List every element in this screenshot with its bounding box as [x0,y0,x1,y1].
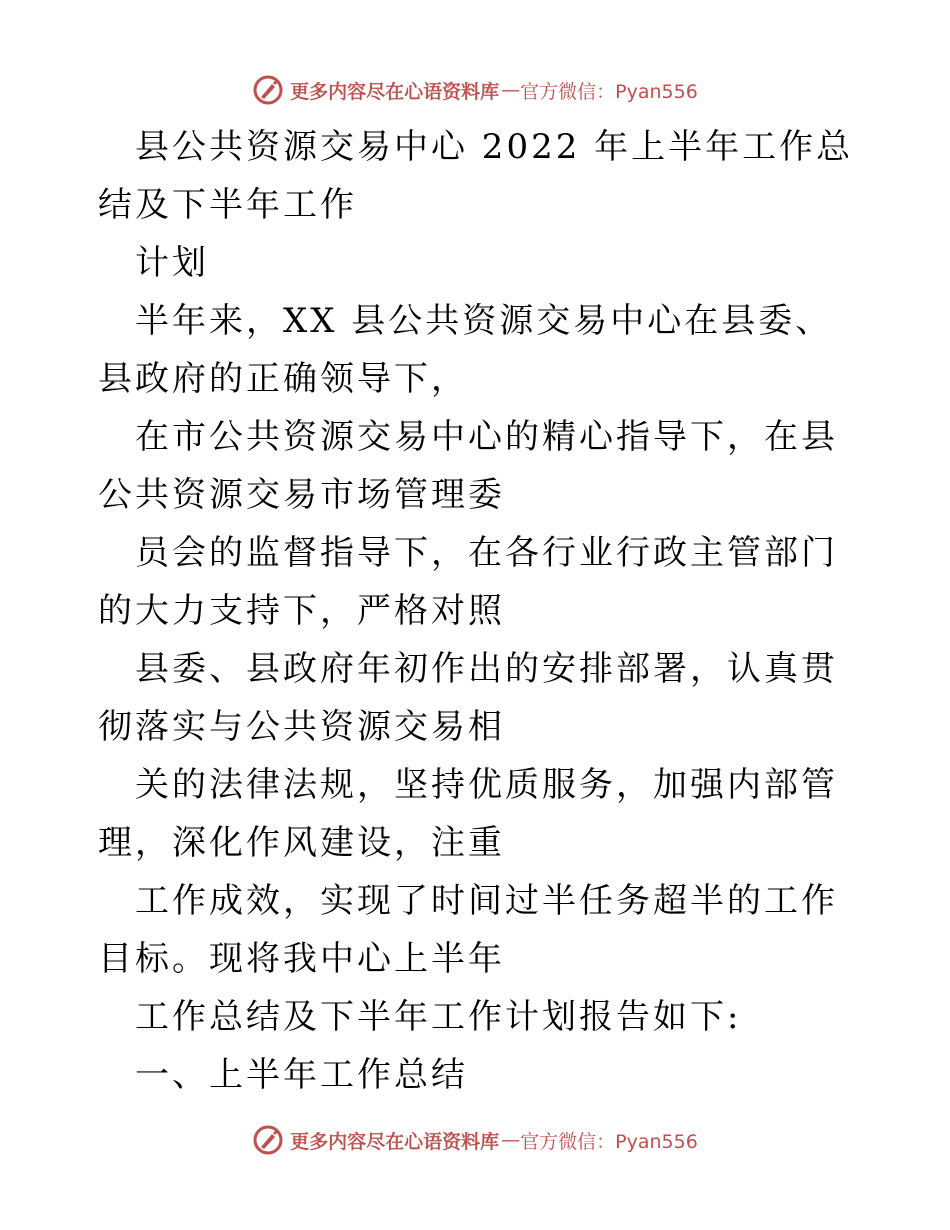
watermark-text: 更多内容尽在心语资料库 [290,80,500,103]
paragraph-5: 关的法律法规，坚持优质服务，加强内部管理，深化作风建设，注重 [98,765,838,863]
watermark-text: 更多内容尽在心语资料库 [290,1130,500,1153]
paragraph-6: 工作成效，实现了时间过半任务超半的工作目标。现将我中心上半年 [98,881,838,979]
watermark-account: 官方微信：Pyan556 [520,80,698,103]
section-heading: 一、上半年工作总结 [135,1055,468,1095]
header-watermark [0,70,950,110]
document-body [98,118,858,1104]
paragraph-1: 半年来，XX 县公共资源交易中心在县委、县政府的正确领导下， [98,301,833,399]
footer-watermark [0,1120,950,1160]
paragraph-4: 县委、县政府年初作出的安排部署，认真贯彻落实与公共资源交易相 [98,649,838,747]
document-title-line1: 县公共资源交易中心 2022 年上半年工作总结及下半年工作 [98,127,854,225]
paragraph-3: 员会的监督指导下，在各行业行政主管部门的大力支持下，严格对照 [98,533,838,631]
document-title-line2: 计划 [135,243,209,283]
watermark-dash: — [501,79,519,101]
pen-circle-logo-icon [252,1124,284,1156]
paragraph-2: 在市公共资源交易中心的精心指导下，在县公共资源交易市场管理委 [98,417,838,515]
paragraph-7: 工作总结及下半年工作计划报告如下: [135,997,742,1037]
pen-circle-logo-icon [252,74,284,106]
watermark-account: 官方微信：Pyan556 [520,1130,698,1153]
watermark-dash: — [501,1129,519,1151]
